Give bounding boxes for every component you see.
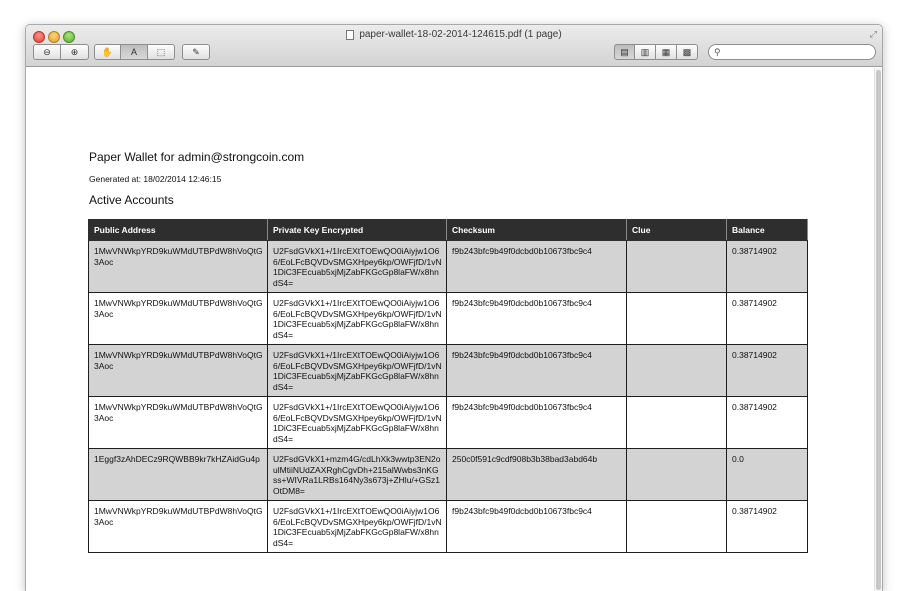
rect-select-icon: ⬚ (156, 46, 166, 57)
view-content-only-button[interactable] (614, 44, 635, 60)
table-row (89, 501, 808, 553)
pdf-page (26, 68, 875, 591)
checksum-cell: f9b243bfc9b49f0dcbd0b10673fbc9c4 (447, 501, 627, 553)
table-row (89, 449, 808, 501)
contact-sheet-icon: ▩ (682, 46, 692, 57)
window-title-area (26, 29, 882, 40)
zoom-in-icon: ⊕ (70, 46, 79, 57)
clue-cell (627, 293, 727, 345)
fullscreen-icon[interactable]: ⤢ (869, 29, 877, 39)
annotate-button[interactable] (182, 44, 210, 60)
zoom-out-button[interactable] (33, 44, 61, 60)
public-address-cell: 1MwVNWkpYRD9kuWMdUTBPdW8hVoQtG3Aoc (89, 397, 268, 449)
table-row (89, 397, 808, 449)
search-icon: ⚲ (714, 46, 721, 57)
public-address-cell: 1MwVNWkpYRD9kuWMdUTBPdW8hVoQtG3Aoc (89, 501, 268, 553)
zoom-out-icon: ⊖ (43, 46, 51, 57)
checksum-cell: f9b243bfc9b49f0dcbd0b10673fbc9c4 (447, 293, 627, 345)
column-header: Checksum (447, 220, 627, 241)
column-header: Balance (727, 220, 808, 241)
column-header: Public Address (89, 220, 268, 241)
checksum-cell: f9b243bfc9b49f0dcbd0b10673fbc9c4 (447, 397, 627, 449)
private-key-cell: U2FsdGVkX1+/1IrcEXtTOEwQO0iAiyjw1O66/EoLFcBQVDvSMGXHpey6kp/OWFjfD/1vN1DiC3FEcuab5xjMjZabFKGcGp8laFW/x8hndS4= (268, 501, 447, 553)
clue-cell (627, 241, 727, 293)
checksum-cell: f9b243bfc9b49f0dcbd0b10673fbc9c4 (447, 241, 627, 293)
balance-cell: 0.38714902 (727, 293, 808, 345)
preview-window (25, 24, 883, 591)
tool-controls (94, 44, 175, 60)
private-key-cell: U2FsdGVkX1+/1IrcEXtTOEwQO0iAiyjw1O66/EoLFcBQVDvSMGXHpey6kp/OWFjfD/1vN1DiC3FEcuab5xjMjZabFKGcGp8laFW/x8hndS4= (268, 293, 447, 345)
hand-tool-button[interactable] (94, 44, 121, 60)
section-heading: Active Accounts (89, 193, 174, 207)
clue-cell (627, 397, 727, 449)
clue-cell (627, 449, 727, 501)
search-input[interactable] (724, 47, 864, 57)
public-address-cell: 1MwVNWkpYRD9kuWMdUTBPdW8hVoQtG3Aoc (89, 293, 268, 345)
text-tool-button[interactable] (121, 44, 148, 60)
scrollbar-thumb[interactable] (876, 70, 881, 590)
accounts-table (88, 219, 808, 553)
view-toc-button[interactable] (656, 44, 677, 60)
vertical-scrollbar[interactable] (874, 68, 882, 591)
private-key-cell: U2FsdGVkX1+/1IrcEXtTOEwQO0iAiyjw1O66/EoLFcBQVDvSMGXHpey6kp/OWFjfD/1vN1DiC3FEcuab5xjMjZabFKGcGp8laFW/x8hndS4= (268, 397, 447, 449)
zoom-in-button[interactable] (61, 44, 89, 60)
private-key-cell: U2FsdGVkX1+/1IrcEXtTOEwQO0iAiyjw1O66/EoLFcBQVDvSMGXHpey6kp/OWFjfD/1vN1DiC3FEcuab5xjMjZabFKGcGp8laFW/x8hndS4= (268, 241, 447, 293)
table-row (89, 345, 808, 397)
balance-cell: 0.38714902 (727, 397, 808, 449)
table-of-contents-icon: ▦ (661, 46, 671, 57)
balance-cell: 0.38714902 (727, 241, 808, 293)
pdf-document-icon (346, 30, 354, 40)
text-select-icon: A (130, 47, 137, 57)
public-address-cell: 1MwVNWkpYRD9kuWMdUTBPdW8hVoQtG3Aoc (89, 345, 268, 397)
pencil-icon: ✎ (192, 46, 200, 57)
annotate-controls (182, 44, 210, 60)
hand-icon: ✋ (101, 46, 114, 57)
table-row (89, 241, 808, 293)
search-field[interactable] (708, 44, 876, 60)
zoom-controls (33, 44, 89, 60)
column-header: Clue (627, 220, 727, 241)
public-address-cell: 1Eggf3zAhDECz9RQWBB9kr7kHZAidGu4p (89, 449, 268, 501)
table-row (89, 293, 808, 345)
page-title: Paper Wallet for admin@strongcoin.com (89, 150, 305, 164)
generated-timestamp: Generated at: 18/02/2014 12:46:15 (89, 174, 222, 184)
view-contact-sheet-button[interactable] (677, 44, 698, 60)
checksum-cell: 250c0f591c9cdf908b3b38bad3abd64b (447, 449, 627, 501)
balance-cell: 0.38714902 (727, 345, 808, 397)
window-title: paper-wallet-18-02-2014-124615.pdf (1 page) (359, 29, 562, 40)
private-key-cell: U2FsdGVkX1+/1IrcEXtTOEwQO0iAiyjw1O66/EoLFcBQVDvSMGXHpey6kp/OWFjfD/1vN1DiC3FEcuab5xjMjZabFKGcGp8laFW/x8hndS4= (268, 345, 447, 397)
balance-cell: 0.0 (727, 449, 808, 501)
thumbnails-icon: ▥ (640, 46, 650, 57)
column-header: Private Key Encrypted (268, 220, 447, 241)
clue-cell (627, 501, 727, 553)
view-thumbnails-button[interactable] (635, 44, 656, 60)
rect-select-button[interactable] (148, 44, 175, 60)
clue-cell (627, 345, 727, 397)
checksum-cell: f9b243bfc9b49f0dcbd0b10673fbc9c4 (447, 345, 627, 397)
balance-cell: 0.38714902 (727, 501, 808, 553)
titlebar (26, 25, 882, 67)
private-key-cell: U2FsdGVkX1+mzm4G/cdLhXk3wwtp3EN2oulMtiiNUdZAXRghCgvDh+215alWwbs3nKGss+WIVRa1LRBs164Ny3s673j+ZHlu/+GSz1OtDM8= (268, 449, 447, 501)
table-header-row (89, 220, 808, 241)
public-address-cell: 1MwVNWkpYRD9kuWMdUTBPdW8hVoQtG3Aoc (89, 241, 268, 293)
view-mode-controls (614, 44, 698, 60)
content-view-icon: ▤ (620, 46, 629, 57)
